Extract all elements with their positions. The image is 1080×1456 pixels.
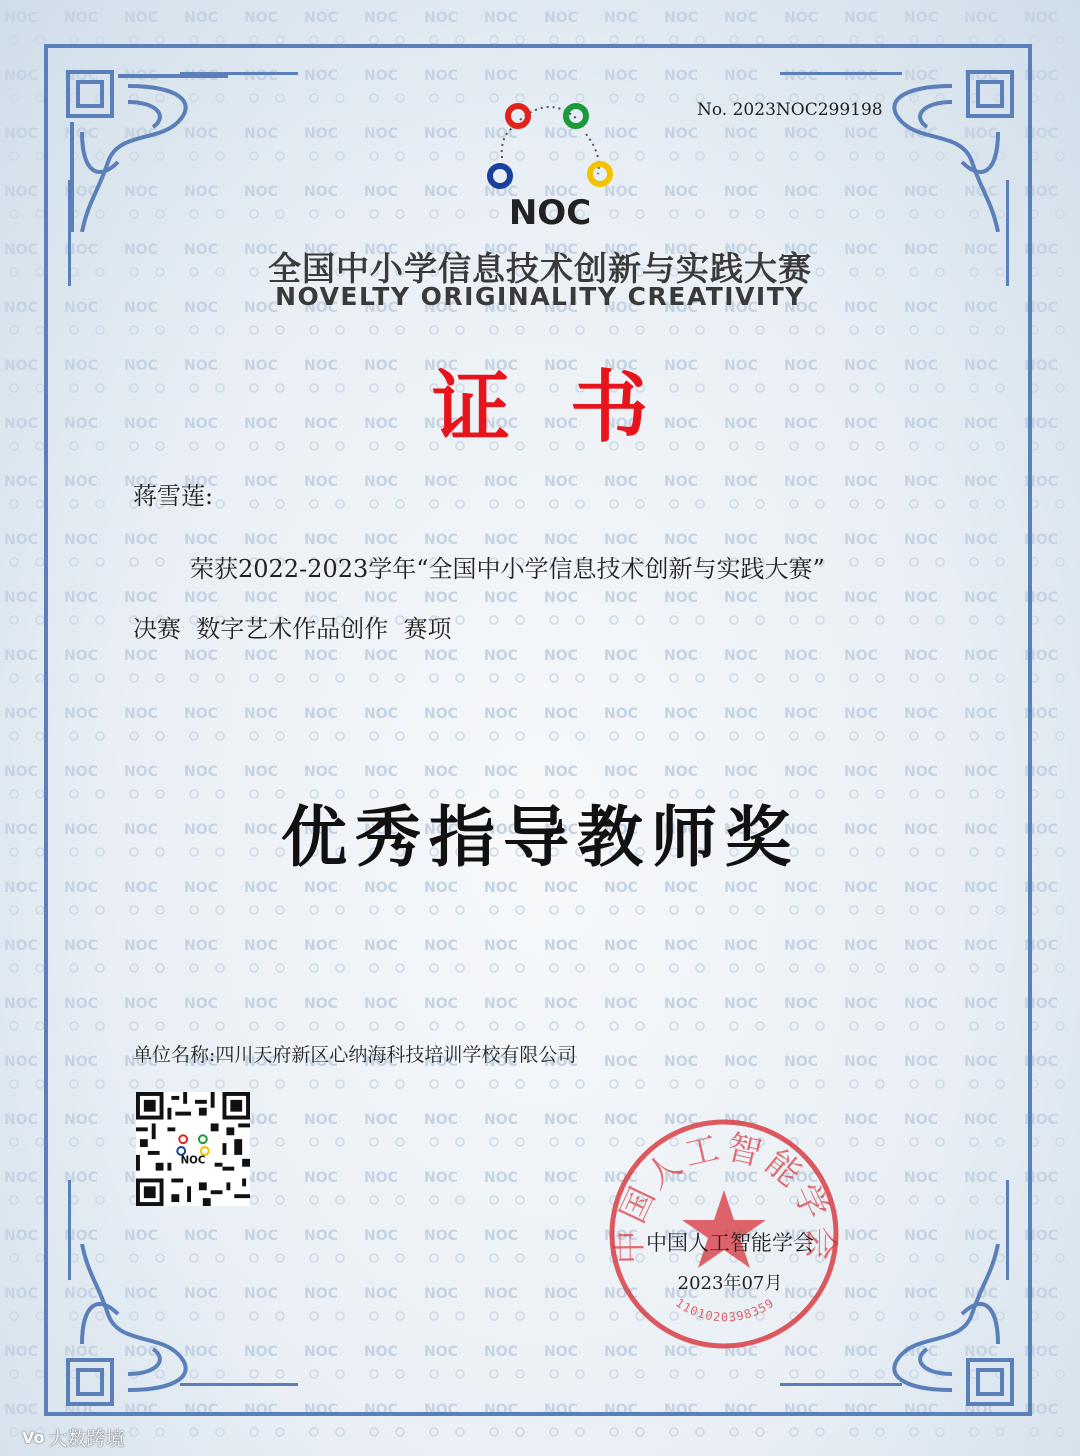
- watermark-text: 大数跨境: [48, 1428, 125, 1450]
- certificate-title: 证书: [431, 363, 708, 453]
- award-description-line-2: 决赛 数字艺术作品创作 赛项: [133, 615, 452, 643]
- issue-date: 2023年07月: [677, 1273, 783, 1294]
- frame-line-right-bottom: [1006, 1180, 1009, 1280]
- frame-line-top-left: [180, 72, 298, 75]
- qr-code: [136, 1092, 250, 1206]
- award-description-line-1: 荣获2022-2023学年“全国中小学信息技术创新与实践大赛”: [190, 555, 825, 583]
- corner-ornament: [852, 62, 1022, 232]
- award-name: 优秀指导教师奖: [281, 799, 799, 876]
- frame-line-left-bottom: [68, 1180, 71, 1280]
- unit-name: 单位名称:四川天府新区心纳海科技培训学校有限公司: [133, 1044, 577, 1066]
- recipient-name: 蒋雪莲:: [133, 482, 214, 510]
- frame-line-bottom-left: [180, 1383, 298, 1386]
- corner-ornament: [58, 1244, 228, 1414]
- corner-ornament: [58, 62, 228, 232]
- organizer-name-chinese: 全国中小学信息技术创新与实践大赛: [268, 249, 812, 288]
- seal-number: 1101020398359: [673, 1295, 777, 1325]
- organizer-slogan-english: NOVELTY ORIGINALITY CREATIVITY: [275, 282, 805, 311]
- certificate-serial-number: No. 2023NOC299198: [697, 100, 883, 120]
- corner-ornament: [852, 1244, 1022, 1414]
- frame-line-bottom-right: [780, 1383, 902, 1386]
- seal-ring-text: 中国人工智能学会: [609, 1127, 841, 1265]
- watermark: [22, 1424, 125, 1451]
- watermark-logo: Vo: [22, 1428, 45, 1447]
- issuer-name: 中国人工智能学会: [646, 1231, 814, 1255]
- noc-logo: [480, 94, 620, 234]
- noc-logo-text: NOC: [508, 193, 592, 233]
- frame-line-top-right: [780, 72, 902, 75]
- svg-text:NOC: NOC: [180, 1155, 206, 1167]
- svg-text:1101020398359: [673, 1296, 777, 1325]
